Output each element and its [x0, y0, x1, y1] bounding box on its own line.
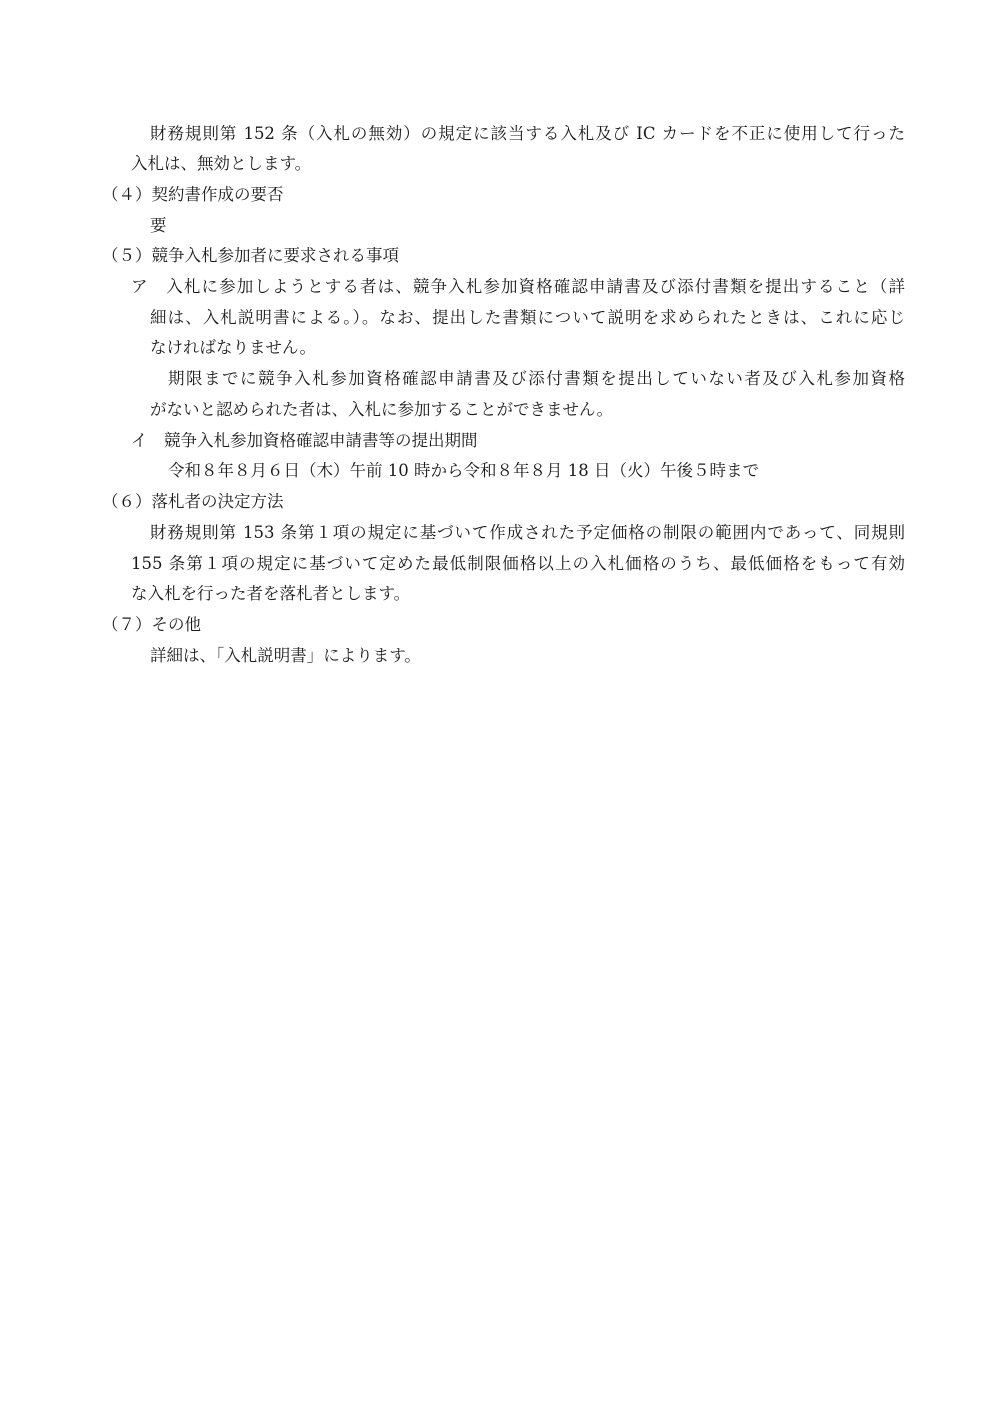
- section-5-item-a-line-3: なければなりません。: [150, 338, 316, 357]
- section-4-heading: （４）契約書作成の要否: [102, 185, 284, 204]
- section-7-heading: （７）その他: [102, 615, 201, 634]
- section-6-line-3: な入札を行った者を落札者とします。: [131, 584, 411, 603]
- section-6-line-2: 155 条第１項の規定に基づいて定めた最低制限価格以上の入札価格のうち、最低価格をもって有効: [131, 554, 905, 573]
- section-4-body: 要: [150, 216, 167, 235]
- section-5-item-a-line-4: 期限までに競争入札参加資格確認申請書及び添付書類を提出していない者及び入札参加資格: [168, 369, 906, 388]
- section-6-line-1: 財務規則第 153 条第１項の規定に基づいて作成された予定価格の制限の範囲内であって、同規則: [150, 523, 905, 542]
- section-5-item-a-line-5: がないと認められた者は、入札に参加することができません。: [150, 400, 613, 419]
- section-5-item-i-period: 令和８年８月６日（木）午前 10 時から令和８年８月 18 日（火）午後５時まで: [168, 461, 759, 480]
- invalid-bid-text-line-1: 財務規則第 152 条（入札の無効）の規定に該当する入札及び IC カードを不正に使用して行った: [150, 124, 905, 143]
- invalid-bid-text-line-2: 入札は、無効とします。: [131, 154, 312, 173]
- section-5-item-a-line-2: 細は、入札説明書による。）。なお、提出した書類について説明を求められたときは、これに応じ: [150, 308, 905, 327]
- section-6-heading: （６）落札者の決定方法: [102, 492, 284, 511]
- section-5-item-a-line-1: ア 入札に参加しようとする者は、競争入札参加資格確認申請書及び添付書類を提出すること（詳: [131, 277, 905, 296]
- section-5-heading: （５）競争入札参加者に要求される事項: [102, 246, 399, 265]
- section-5-item-i-heading: イ 競争入札参加資格確認申請書等の提出期間: [131, 431, 478, 450]
- section-7-body: 詳細は、「入札説明書」によります。: [150, 646, 421, 665]
